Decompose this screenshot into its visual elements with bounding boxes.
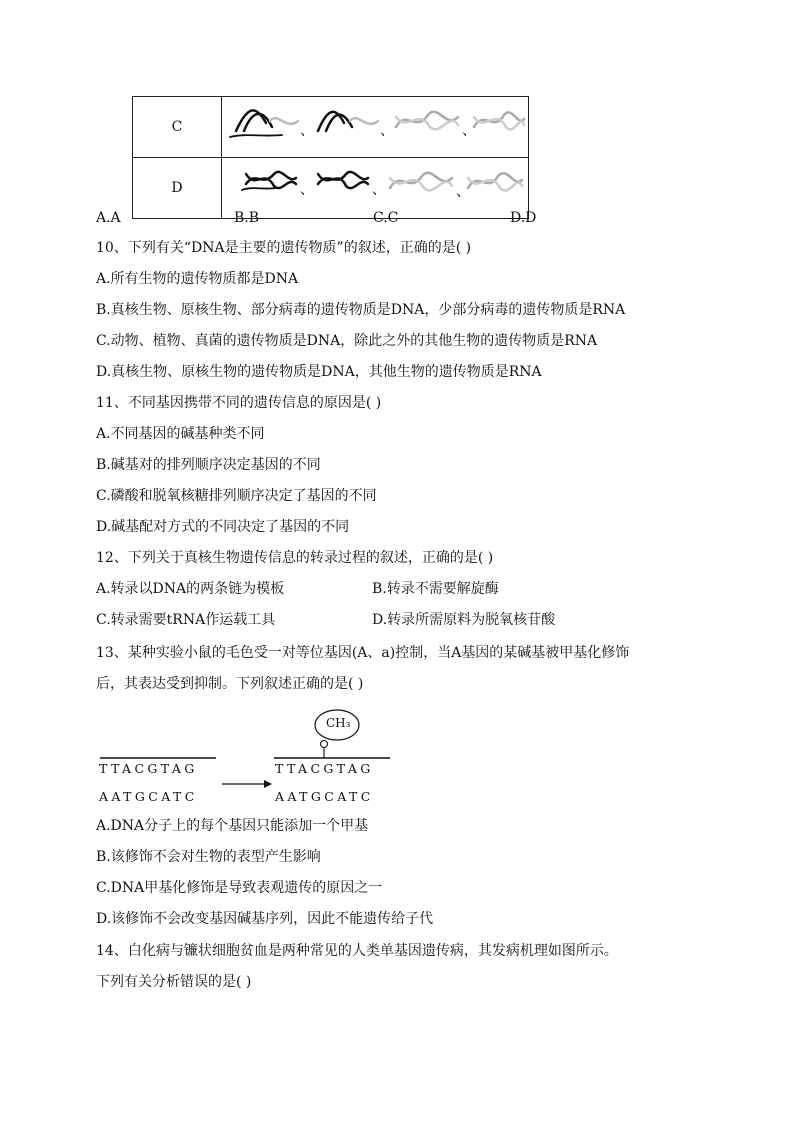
- question-11-option-b[interactable]: B.碱基对的排列顺序决定基因的不同: [96, 457, 321, 473]
- right-bottom-strand: AATGCATC: [275, 789, 374, 804]
- answer-option-c[interactable]: C.C: [373, 210, 399, 226]
- row-label: D: [133, 158, 222, 219]
- question-10-option-c[interactable]: C.动物、植物、真菌的遗传物质是DNA，除此之外的其他生物的遗传物质是RNA: [96, 333, 598, 349]
- question-11-option-a[interactable]: A.不同基因的碱基种类不同: [96, 426, 265, 442]
- question-13-stem-line1: 13、某种实验小鼠的毛色受一对等位基因(A、a)控制，当A基因的某碱基被甲基化修饰: [96, 645, 630, 661]
- left-top-strand: TTACGTAG: [99, 761, 198, 776]
- question-10-option-b[interactable]: B.真核生物、原核生物、部分病毒的遗传物质是DNA，少部分病毒的遗传物质是RNA: [96, 302, 626, 318]
- svg-text:、: 、: [456, 184, 470, 200]
- question-13-stem-line2: 后，其表达受到抑制。下列叙述正确的是( ): [96, 676, 364, 692]
- svg-text:、: 、: [372, 182, 386, 198]
- table-row: [133, 97, 529, 158]
- question-10-option-a[interactable]: A.所有生物的遗传物质都是DNA: [96, 271, 299, 287]
- dna-helix-graphic: [222, 158, 528, 214]
- question-14-stem-line1: 14、白化病与镰状细胞贫血是两种常见的人类单基因遗传病，其发病机理如图所示。: [96, 943, 618, 959]
- row-label: C: [133, 97, 222, 158]
- question-13-option-d[interactable]: D.该修饰不会改变基因碱基序列，因此不能遗传给子代: [96, 911, 434, 927]
- question-11-option-c[interactable]: C.磷酸和脱氧核糖排列顺序决定了基因的不同: [96, 488, 377, 504]
- right-top-strand: TTACGTAG: [275, 761, 374, 776]
- svg-text:、: 、: [300, 182, 314, 198]
- methyl-group-label: CH₃: [326, 716, 351, 730]
- question-12-option-d[interactable]: D.转录所需原料为脱氧核苷酸: [372, 612, 556, 628]
- question-11-option-d[interactable]: D.碱基配对方式的不同决定了基因的不同: [96, 519, 350, 535]
- question-10-option-d[interactable]: D.真核生物、原核生物的遗传物质是DNA，其他生物的遗传物质是RNA: [96, 364, 542, 380]
- question-12-option-a[interactable]: A.转录以DNA的两条链为模板: [96, 581, 285, 597]
- svg-text:、: 、: [300, 123, 314, 139]
- question-13-option-c[interactable]: C.DNA甲基化修饰是导致表观遗传的原因之一: [96, 880, 383, 896]
- question-13-option-b[interactable]: B.该修饰不会对生物的表型产生影响: [96, 849, 321, 865]
- question-13-option-a[interactable]: A.DNA分子上的每个基因只能添加一个甲基: [96, 818, 369, 834]
- dna-strand-image-c: [222, 97, 529, 158]
- question-12-option-c[interactable]: C.转录需要tRNA作运载工具: [96, 612, 276, 628]
- table-row: [133, 158, 529, 219]
- svg-text:、: 、: [380, 123, 394, 139]
- option-table: [132, 96, 529, 219]
- question-10-stem: 10、下列有关“DNA是主要的遗传物质”的叙述，正确的是( ): [96, 240, 472, 256]
- svg-text:、: 、: [462, 123, 476, 139]
- question-12-option-b[interactable]: B.转录不需要解旋酶: [372, 581, 499, 597]
- dna-helix-graphic: [222, 97, 528, 153]
- question-12-stem: 12、下列关于真核生物遗传信息的转录过程的叙述，正确的是( ): [96, 550, 494, 566]
- question-11-stem: 11、不同基因携带不同的遗传信息的原因是( ): [96, 395, 382, 411]
- left-bottom-strand: AATGCATC: [99, 789, 198, 804]
- methylation-diagram: [96, 705, 406, 810]
- answer-option-d[interactable]: D.D: [510, 210, 537, 226]
- answer-option-b[interactable]: B.B: [234, 210, 260, 226]
- answer-option-a[interactable]: A.A: [96, 210, 121, 226]
- question-14-stem-line2: 下列有关分析错误的是( ): [96, 974, 252, 990]
